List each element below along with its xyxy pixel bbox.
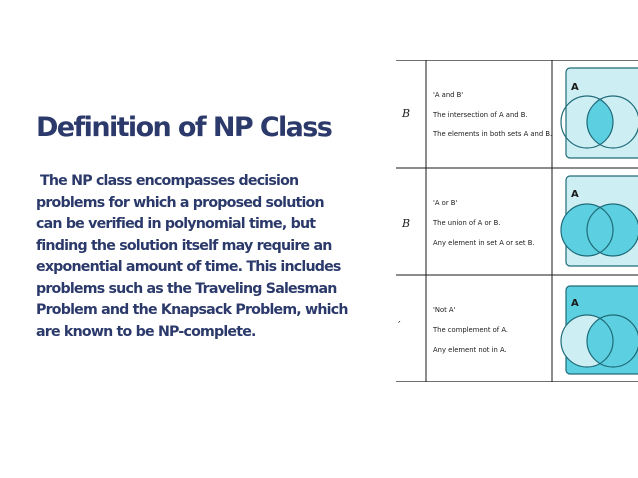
set-operations-table xyxy=(396,60,638,382)
row-symbol: B xyxy=(402,217,411,230)
row-name: 'Not A' xyxy=(433,306,456,314)
slide-title: Definition of NP Class xyxy=(36,112,332,143)
venn-set-label: A xyxy=(571,189,579,200)
body-line: can be verified in polynomial time, but xyxy=(36,216,316,232)
venn-set-label: A xyxy=(571,82,579,93)
body-line: The NP class encompasses decision xyxy=(40,173,299,189)
body-line: Problem and the Knapsack Problem, which xyxy=(36,302,348,318)
row-definition: The union of A or B. xyxy=(433,219,501,227)
body-line: are known to be NP-complete. xyxy=(36,323,256,340)
row-name: 'A and B' xyxy=(433,91,464,99)
set-operations-table-svg xyxy=(396,60,638,382)
row-definition: The intersection of A and B. xyxy=(433,111,528,119)
row-symbol: B xyxy=(402,107,411,120)
body-line: finding the solution itself may require an xyxy=(36,237,332,254)
venn-set-label: A xyxy=(571,298,579,309)
body-line: problems for which a proposed solution xyxy=(36,194,324,211)
row-definition: The complement of A. xyxy=(433,326,509,334)
row-description: Any element in set A or set B. xyxy=(433,239,535,247)
body-line: problems such as the Traveling Salesman xyxy=(36,280,337,297)
row-symbol: ′ xyxy=(398,319,401,332)
row-description: Any element not in A. xyxy=(433,346,507,354)
row-description: The elements in both sets A and B. xyxy=(433,130,553,138)
row-name: 'A or B' xyxy=(433,199,458,207)
slide-body xyxy=(36,171,366,343)
body-line: exponential amount of time. This includes xyxy=(36,259,341,275)
